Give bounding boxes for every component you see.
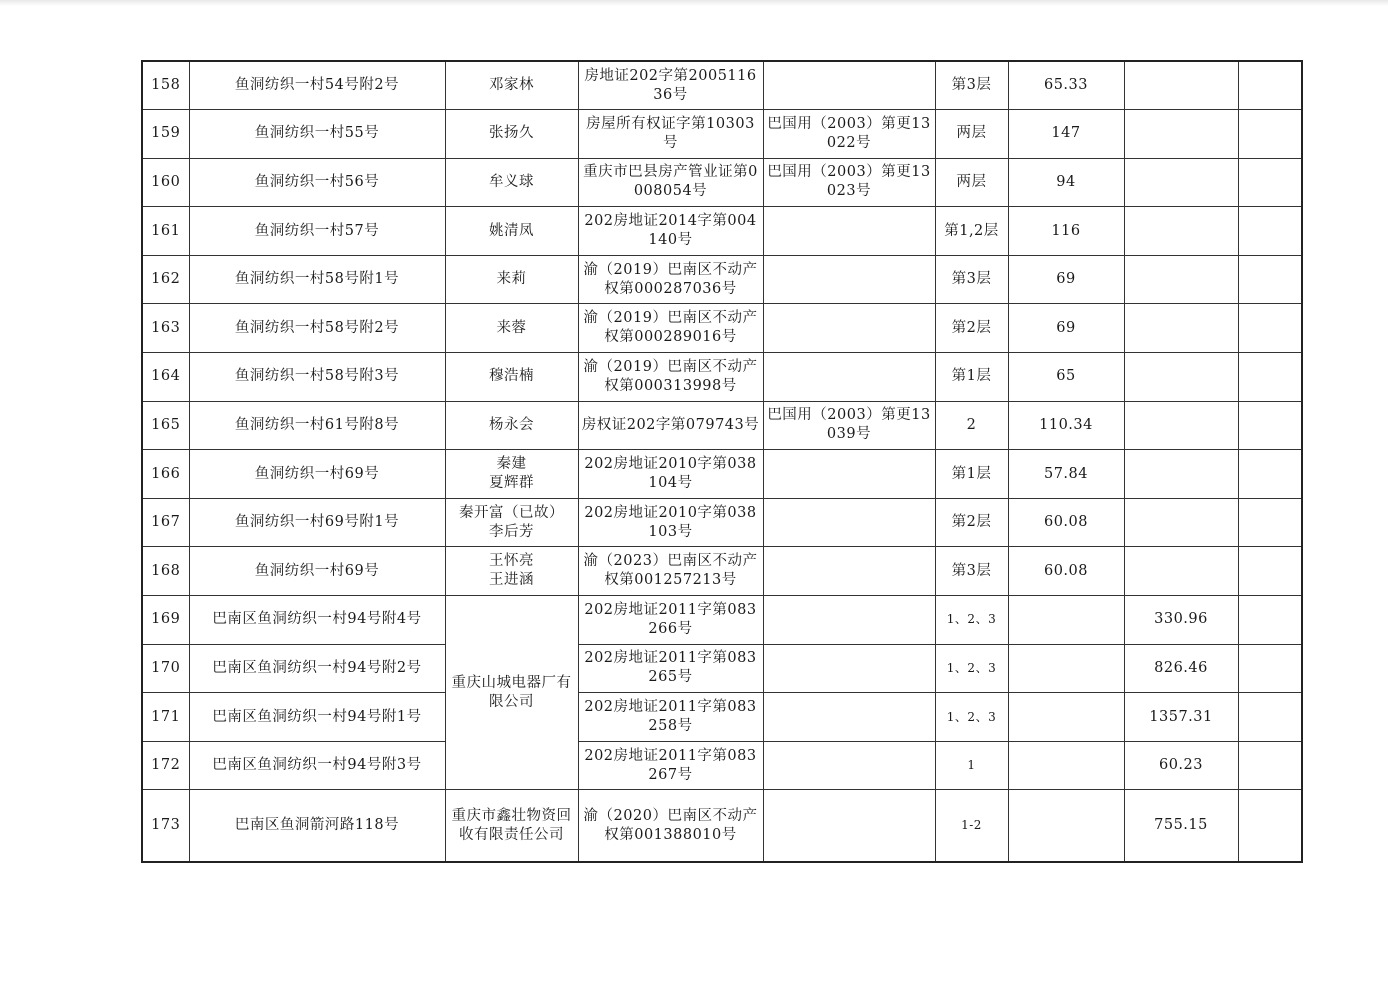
land-area-cell: 826.46 [1124,644,1238,693]
floor-cell: 第1层 [935,353,1008,402]
land-cert-cell: 巴国用（2003）第更13039号 [763,401,935,450]
house-cert-cell: 渝（2019）巴南区不动产权第000289016号 [578,304,763,353]
remark-cell [1238,304,1302,353]
table-row [142,353,1302,402]
land-cert-cell [763,547,935,596]
area-cell: 69 [1008,255,1124,304]
house-cert-cell: 渝（2019）巴南区不动产权第000287036号 [578,255,763,304]
owner-cell: 穆浩楠 [445,353,578,402]
address-cell: 巴南区鱼洞纺织一村94号附4号 [189,596,445,645]
address-cell: 鱼洞纺织一村54号附2号 [189,61,445,110]
owner-cell-line: 秦建 [496,456,527,473]
owner-cell-line: 王怀亮 [489,553,534,570]
table-row [142,450,1302,499]
house-cert-cell: 重庆市巴县房产管业证第0008054号 [578,158,763,207]
house-cert-cell: 202房地证2011字第083266号 [578,596,763,645]
owner-cell: 来莉 [445,255,578,304]
land-area-cell [1124,61,1238,110]
address-cell: 鱼洞纺织一村55号 [189,110,445,159]
owner-cell: 邓家林 [445,61,578,110]
land-area-cell [1124,255,1238,304]
table-row [142,158,1302,207]
area-cell: 60.08 [1008,547,1124,596]
floor-cell: 第2层 [935,498,1008,547]
land-area-cell: 755.15 [1124,790,1238,862]
land-cert-cell [763,255,935,304]
area-cell: 110.34 [1008,401,1124,450]
house-cert-cell: 202房地证2011字第083258号 [578,693,763,742]
table-row [142,401,1302,450]
owner-cell-line: 夏辉群 [489,475,534,492]
address-cell: 巴南区鱼洞纺织一村94号附2号 [189,644,445,693]
remark-cell [1238,547,1302,596]
row-number: 160 [142,158,189,207]
land-area-cell [1124,110,1238,159]
address-cell: 鱼洞纺织一村61号附8号 [189,401,445,450]
house-cert-cell: 渝（2023）巴南区不动产权第001257213号 [578,547,763,596]
row-number: 158 [142,61,189,110]
row-number: 166 [142,450,189,499]
owner-cell: 牟义球 [445,158,578,207]
land-cert-cell [763,304,935,353]
table-row [142,207,1302,256]
land-cert-cell [763,61,935,110]
row-number: 164 [142,353,189,402]
owner-cell: 来蓉 [445,304,578,353]
address-cell: 鱼洞纺织一村58号附3号 [189,353,445,402]
floor-cell: 第2层 [935,304,1008,353]
address-cell: 巴南区鱼洞纺织一村94号附3号 [189,741,445,790]
address-cell: 鱼洞纺织一村56号 [189,158,445,207]
house-cert-cell: 房屋所有权证字第10303号 [578,110,763,159]
table-row [142,790,1302,862]
land-area-cell [1124,207,1238,256]
area-cell [1008,693,1124,742]
owner-cell: 重庆山城电器厂有限公司 [445,596,578,790]
house-cert-cell: 202房地证2010字第038104号 [578,450,763,499]
floor-cell: 两层 [935,110,1008,159]
land-cert-cell [763,498,935,547]
scan-edge [0,0,1388,6]
land-cert-cell: 巴国用（2003）第更13022号 [763,110,935,159]
area-cell [1008,741,1124,790]
remark-cell [1238,110,1302,159]
remark-cell [1238,255,1302,304]
owner-cell: 姚清凤 [445,207,578,256]
owner-cell [445,547,578,596]
area-cell: 57.84 [1008,450,1124,499]
row-number: 159 [142,110,189,159]
land-cert-cell [763,693,935,742]
floor-cell: 第1,2层 [935,207,1008,256]
floor-cell: 1、2、3 [935,644,1008,693]
remark-cell [1238,644,1302,693]
remark-cell [1238,401,1302,450]
floor-cell: 第3层 [935,547,1008,596]
row-number: 163 [142,304,189,353]
land-area-cell: 330.96 [1124,596,1238,645]
land-cert-cell [763,207,935,256]
property-register-table [141,60,1303,863]
address-cell: 鱼洞纺织一村69号 [189,547,445,596]
area-cell: 65.33 [1008,61,1124,110]
land-cert-cell: 巴国用（2003）第更13023号 [763,158,935,207]
remark-cell [1238,450,1302,499]
remark-cell [1238,207,1302,256]
land-area-cell [1124,547,1238,596]
address-cell: 鱼洞纺织一村58号附1号 [189,255,445,304]
floor-cell: 1、2、3 [935,693,1008,742]
address-cell: 鱼洞纺织一村58号附2号 [189,304,445,353]
row-number: 162 [142,255,189,304]
land-cert-cell [763,741,935,790]
owner-cell: 张扬久 [445,110,578,159]
owner-cell [445,498,578,547]
land-area-cell [1124,353,1238,402]
row-number: 171 [142,693,189,742]
area-cell: 94 [1008,158,1124,207]
land-area-cell [1124,158,1238,207]
address-cell: 鱼洞纺织一村69号附1号 [189,498,445,547]
remark-cell [1238,498,1302,547]
owner-cell: 杨永会 [445,401,578,450]
table-row [142,255,1302,304]
remark-cell [1238,61,1302,110]
row-number: 173 [142,790,189,862]
table-row [142,741,1302,790]
row-number: 167 [142,498,189,547]
house-cert-cell: 房地证202字第200511636号 [578,61,763,110]
address-cell: 鱼洞纺织一村69号 [189,450,445,499]
land-cert-cell [763,353,935,402]
area-cell [1008,596,1124,645]
land-area-cell [1124,498,1238,547]
land-area-cell: 1357.31 [1124,693,1238,742]
land-cert-cell [763,644,935,693]
register-body [142,61,1302,862]
house-cert-cell: 房权证202字第079743号 [578,401,763,450]
remark-cell [1238,353,1302,402]
table-row [142,110,1302,159]
house-cert-cell: 202房地证2010字第038103号 [578,498,763,547]
floor-cell: 第3层 [935,61,1008,110]
row-number: 165 [142,401,189,450]
owner-cell: 重庆市鑫壮物资回收有限责任公司 [445,790,578,862]
area-cell: 69 [1008,304,1124,353]
land-area-cell: 60.23 [1124,741,1238,790]
table-row [142,304,1302,353]
row-number: 168 [142,547,189,596]
row-number: 170 [142,644,189,693]
owner-cell-line: 李后芳 [489,523,534,540]
table-row [142,596,1302,645]
area-cell [1008,790,1124,862]
floor-cell: 2 [935,401,1008,450]
floor-cell: 第1层 [935,450,1008,499]
address-cell: 鱼洞纺织一村57号 [189,207,445,256]
address-cell: 巴南区鱼洞箭河路118号 [189,790,445,862]
area-cell: 147 [1008,110,1124,159]
floor-cell: 1-2 [935,790,1008,862]
land-area-cell [1124,450,1238,499]
land-area-cell [1124,304,1238,353]
row-number: 172 [142,741,189,790]
floor-cell: 1 [935,741,1008,790]
table-row [142,61,1302,110]
row-number: 169 [142,596,189,645]
area-cell: 65 [1008,353,1124,402]
table-row [142,644,1302,693]
land-cert-cell [763,790,935,862]
area-cell: 116 [1008,207,1124,256]
house-cert-cell: 202房地证2014字第004140号 [578,207,763,256]
row-number: 161 [142,207,189,256]
table-row [142,547,1302,596]
house-cert-cell: 渝（2019）巴南区不动产权第000313998号 [578,353,763,402]
floor-cell: 第3层 [935,255,1008,304]
land-cert-cell [763,450,935,499]
remark-cell [1238,693,1302,742]
area-cell: 60.08 [1008,498,1124,547]
owner-cell-line: 王进涵 [489,572,534,589]
table-row [142,498,1302,547]
remark-cell [1238,741,1302,790]
remark-cell [1238,158,1302,207]
floor-cell: 1、2、3 [935,596,1008,645]
remark-cell [1238,790,1302,862]
owner-cell [445,450,578,499]
address-cell: 巴南区鱼洞纺织一村94号附1号 [189,693,445,742]
land-area-cell [1124,401,1238,450]
remark-cell [1238,596,1302,645]
floor-cell: 两层 [935,158,1008,207]
owner-cell-line: 秦开富（已故） [459,504,564,521]
land-cert-cell [763,596,935,645]
table-row [142,693,1302,742]
house-cert-cell: 202房地证2011字第083267号 [578,741,763,790]
area-cell [1008,644,1124,693]
house-cert-cell: 渝（2020）巴南区不动产权第001388010号 [578,790,763,862]
house-cert-cell: 202房地证2011字第083265号 [578,644,763,693]
